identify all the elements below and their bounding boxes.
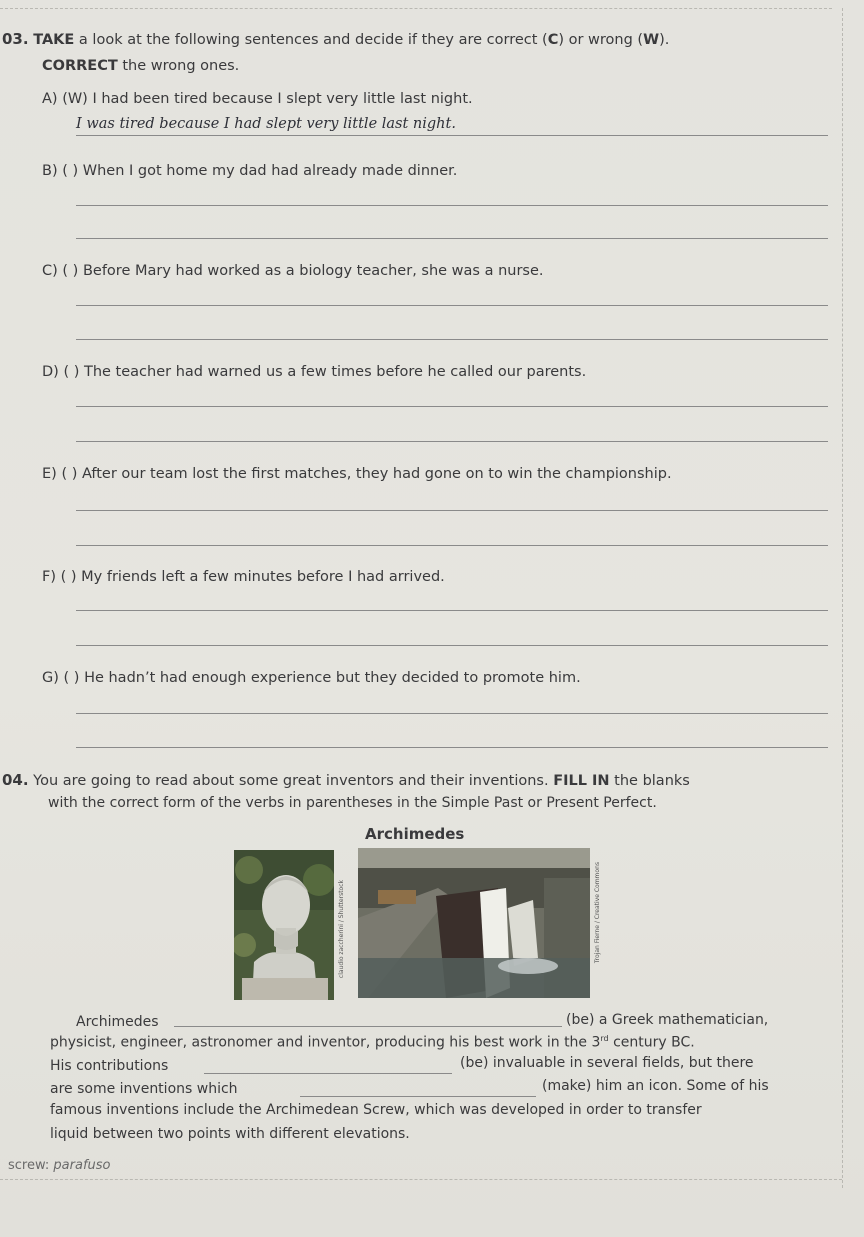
blank-1[interactable] bbox=[174, 1026, 562, 1027]
answer-line[interactable] bbox=[76, 441, 828, 442]
p-line6: liquid between two points with different elevations. bbox=[50, 1126, 410, 1142]
photo-credit-1: claudio zaccherini / Shutterstock bbox=[338, 880, 345, 979]
answer-line[interactable] bbox=[76, 713, 828, 714]
p-line1-end: (be) a Greek mathematician, bbox=[566, 1012, 769, 1028]
p-line3-end: (be) invaluable in several fields, but there bbox=[460, 1055, 754, 1071]
answer-line[interactable] bbox=[76, 238, 828, 239]
p-line2-text: physicist, engineer, astronomer and inventor, producing his best work in the 3 bbox=[50, 1034, 601, 1051]
q3-item-d bbox=[42, 363, 586, 381]
p-line4-end: (make) him an icon. Some of his bbox=[542, 1078, 769, 1094]
glossary bbox=[8, 1158, 111, 1173]
archimedean-screw-image bbox=[358, 848, 590, 998]
q3-c-letter: C bbox=[547, 32, 559, 48]
item-sentence: The teacher had warned us a few times before he called our parents. bbox=[83, 364, 587, 380]
q3-item-c bbox=[42, 262, 544, 280]
answer-line[interactable] bbox=[76, 610, 828, 611]
item-letter: B) bbox=[42, 163, 58, 179]
q3-instruction-line2 bbox=[42, 57, 239, 75]
q3-item-f bbox=[42, 568, 445, 586]
item-sentence: My friends left a few minutes before I had arrived. bbox=[81, 569, 445, 585]
p-line1-start: Archimedes bbox=[76, 1014, 159, 1030]
p-line2-end: century BC. bbox=[608, 1034, 695, 1051]
blank-2[interactable] bbox=[204, 1073, 452, 1074]
answer-line[interactable] bbox=[76, 747, 828, 748]
p-line5: famous inventions include the Archimedean Screw, which was developed in order to transfer bbox=[50, 1102, 702, 1118]
item-mark[interactable]: ( ) bbox=[63, 364, 80, 380]
p-line2-sup: rd bbox=[600, 1034, 609, 1043]
q4-instruction-line2: with the correct form of the verbs in parentheses in the Simple Past or Present Perfect. bbox=[48, 795, 657, 811]
answer-line[interactable] bbox=[76, 339, 828, 340]
q4-keyword-fill-in: FILL IN bbox=[553, 773, 610, 789]
q3-number: 03. bbox=[2, 30, 29, 48]
top-dotted-border bbox=[0, 8, 832, 9]
q4-intro-text-1: You are going to read about some great inventors and their inventions. bbox=[28, 773, 554, 789]
p-line2 bbox=[50, 1034, 695, 1051]
item-letter: G) bbox=[42, 670, 59, 686]
item-sentence: I had been tired because I slept very little last night. bbox=[92, 91, 473, 107]
q3-item-a bbox=[42, 90, 473, 108]
answer-line[interactable] bbox=[76, 510, 828, 511]
q3-keyword-take: TAKE bbox=[33, 32, 75, 48]
p-line4-start: are some inventions which bbox=[50, 1081, 238, 1097]
q3-instruction-rest: the wrong ones. bbox=[117, 58, 240, 74]
item-letter: D) bbox=[42, 364, 59, 380]
q3-item-e bbox=[42, 465, 672, 483]
q3-item-g bbox=[42, 669, 581, 687]
q4-intro-text-2: the blanks bbox=[609, 773, 690, 789]
glossary-word: screw: bbox=[8, 1158, 50, 1173]
q3-intro-text-1: a look at the following sentences and decide if they are correct ( bbox=[74, 32, 548, 48]
q3-intro-text-2: ) or wrong ( bbox=[558, 32, 644, 48]
item-sentence: When I got home my dad had already made dinner. bbox=[82, 163, 458, 179]
q3-instruction-line1 bbox=[2, 30, 669, 49]
answer-line bbox=[76, 135, 828, 136]
q3-intro-text-3: ). bbox=[659, 32, 670, 48]
item-letter: E) bbox=[42, 466, 57, 482]
item-mark[interactable]: (W) bbox=[62, 91, 88, 107]
item-letter: F) bbox=[42, 569, 56, 585]
q4-number: 04. bbox=[2, 771, 29, 789]
q3-w-letter: W bbox=[643, 32, 660, 48]
bottom-dotted-border bbox=[0, 1179, 842, 1180]
item-letter: A) bbox=[42, 91, 58, 107]
item-sentence: After our team lost the first matches, they had gone on to win the championship. bbox=[81, 466, 672, 482]
archimedes-bust-image bbox=[234, 850, 334, 1000]
item-mark[interactable]: ( ) bbox=[61, 466, 78, 482]
item-mark[interactable]: ( ) bbox=[62, 163, 79, 179]
answer-line[interactable] bbox=[76, 406, 828, 407]
p-line3-start: His contributions bbox=[50, 1058, 169, 1074]
photo-credit-2: Trojan Fierne / Creative Commons bbox=[594, 862, 601, 964]
item-mark[interactable]: ( ) bbox=[60, 569, 77, 585]
q3-item-a-answer[interactable]: I was tired because I had slept very little last night. bbox=[76, 116, 456, 132]
right-dotted-border bbox=[842, 8, 843, 1188]
answer-line[interactable] bbox=[76, 305, 828, 306]
glossary-meaning: parafuso bbox=[53, 1158, 111, 1173]
q3-keyword-correct: CORRECT bbox=[42, 58, 118, 74]
item-mark[interactable]: ( ) bbox=[62, 263, 79, 279]
blank-3[interactable] bbox=[300, 1096, 536, 1097]
item-sentence: Before Mary had worked as a biology teacher, she was a nurse. bbox=[82, 263, 544, 279]
item-sentence: He hadn’t had enough experience but they decided to promote him. bbox=[84, 670, 581, 686]
answer-line[interactable] bbox=[76, 645, 828, 646]
item-mark[interactable]: ( ) bbox=[63, 670, 80, 686]
q4-instruction-line1 bbox=[2, 771, 690, 790]
q3-item-b bbox=[42, 162, 457, 180]
answer-line[interactable] bbox=[76, 205, 828, 206]
answer-line[interactable] bbox=[76, 545, 828, 546]
item-letter: C) bbox=[42, 263, 58, 279]
section-title: Archimedes bbox=[365, 825, 465, 843]
